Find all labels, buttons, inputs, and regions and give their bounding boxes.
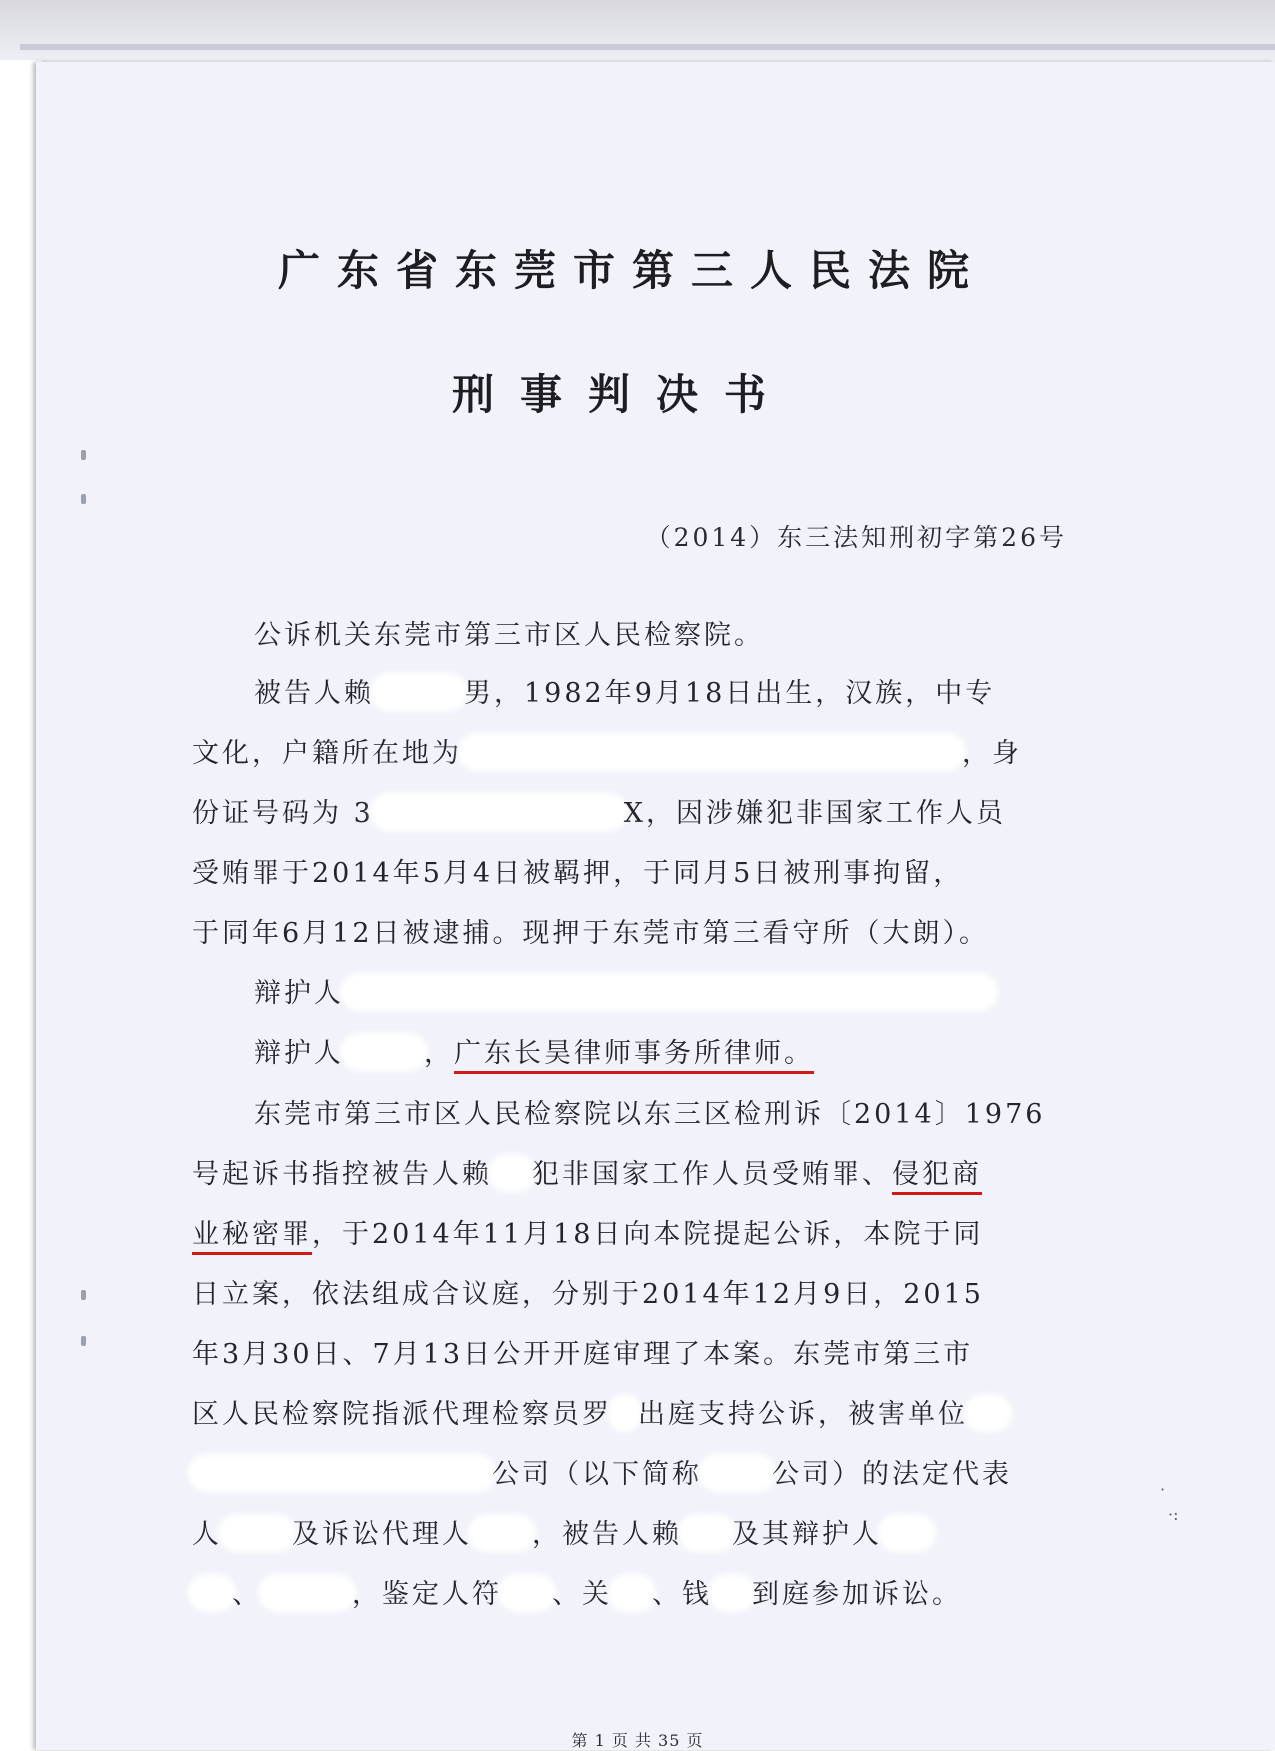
text: 区人民检察院指派代理检察员罗	[192, 1399, 612, 1430]
body-line-5	[192, 1332, 1068, 1378]
binding-hole	[81, 1290, 86, 1300]
defendant-line-5	[192, 911, 1068, 957]
binding-hole	[81, 450, 86, 460]
text: 日立案，依法组成合议庭，分别于2014年12月9日，2015	[192, 1279, 984, 1310]
defendant-line-1	[254, 671, 1130, 717]
redaction	[612, 1398, 638, 1428]
court-name-title: 广东省东莞市第三人民法院	[278, 246, 987, 295]
text: X，因涉嫌犯非国家工作人员	[623, 798, 1006, 829]
redaction	[374, 677, 464, 707]
text: 人	[192, 1519, 222, 1550]
text: 辩护人	[254, 1038, 344, 1069]
redaction	[682, 1518, 732, 1548]
text: 份证号码为 3	[192, 798, 374, 829]
redaction	[492, 1158, 532, 1188]
underlined-charge: 侵犯商	[892, 1159, 982, 1195]
text: 受贿罪于2014年5月4日被羁押，于同月5日被刑事拘留，	[192, 858, 964, 889]
redaction	[344, 977, 994, 1007]
text: 公诉机关东莞市第三市区人民检察院。	[254, 620, 764, 651]
redaction	[502, 1578, 552, 1608]
text: 、	[232, 1579, 262, 1610]
redaction	[374, 797, 624, 827]
body-line-4	[192, 1272, 1068, 1318]
text: 、关	[552, 1579, 612, 1610]
redaction	[192, 1578, 232, 1608]
defendant-line-3	[192, 791, 1068, 837]
redaction	[612, 1578, 652, 1608]
body-line-7	[192, 1452, 1068, 1498]
text: 出庭支持公诉，被害单位	[638, 1399, 968, 1430]
redaction	[702, 1458, 772, 1488]
scan-speck: ·	[1160, 1480, 1166, 1499]
body-line-3	[192, 1212, 1068, 1258]
case-number: （2014）东三法知刑初字第26号	[645, 523, 1067, 552]
text: 犯非国家工作人员受贿罪、	[532, 1159, 892, 1190]
binding-hole	[81, 1336, 86, 1346]
redaction	[222, 1518, 292, 1548]
defendant-line-2	[192, 731, 1068, 777]
text: 男，1982年9月18日出生，汉族，中专	[464, 678, 996, 709]
body-line-9	[192, 1572, 1068, 1618]
text: ，身	[962, 738, 1022, 769]
text: 、钱	[652, 1579, 712, 1610]
defendant-line-4	[192, 851, 1068, 897]
text: 于同年6月12日被逮捕。现押于东莞市第三看守所（大朗）。	[192, 918, 990, 949]
text: 辩护人	[254, 978, 344, 1009]
text: 号起诉书指控被告人赖	[192, 1159, 492, 1190]
underlined-law-firm: 广东长昊律师事务所律师。	[454, 1038, 814, 1074]
body-line-8	[192, 1512, 1068, 1558]
prosecutor-line	[254, 613, 1130, 659]
text: 被告人赖	[254, 678, 374, 709]
redaction	[712, 1578, 752, 1608]
text: 到庭参加诉讼。	[752, 1579, 962, 1610]
underlined-charge: 业秘密罪	[192, 1219, 312, 1255]
redaction	[262, 1578, 352, 1608]
redaction	[192, 1458, 492, 1488]
redaction	[968, 1398, 1008, 1428]
text: 年3月30日、7月13日公开开庭审理了本案。东莞市第三市	[192, 1339, 974, 1370]
text: ，鉴定人符	[352, 1579, 502, 1610]
page-number-footer: 第 1 页 共 35 页	[571, 1731, 704, 1750]
redaction	[472, 1518, 532, 1548]
text: ，于2014年11月18日向本院提起公诉，本院于同	[312, 1219, 984, 1250]
text: 及其辩护人	[732, 1519, 882, 1550]
scan-speck: ·:	[1168, 1505, 1179, 1524]
text: ，	[424, 1038, 454, 1069]
body-line-1	[254, 1092, 1130, 1138]
document-type-title: 刑事判决书	[452, 370, 793, 419]
defender-line-2	[254, 1031, 1130, 1077]
body-line-6	[192, 1392, 1068, 1438]
text: 文化，户籍所在地为	[192, 738, 462, 769]
redaction	[882, 1518, 932, 1548]
binding-hole	[81, 494, 86, 504]
text: 东莞市第三市区人民检察院以东三区检刑诉〔2014〕1976	[254, 1099, 1046, 1130]
defender-line-1	[254, 971, 1130, 1017]
text: 及诉讼代理人	[292, 1519, 472, 1550]
text: 公司（以下简称	[492, 1459, 702, 1490]
body-line-2	[192, 1152, 1068, 1198]
redaction	[462, 737, 962, 767]
redaction	[344, 1037, 424, 1067]
scan-top-edge	[0, 0, 1275, 62]
text: 公司）的法定代表	[772, 1459, 1012, 1490]
text: ，被告人赖	[532, 1519, 682, 1550]
